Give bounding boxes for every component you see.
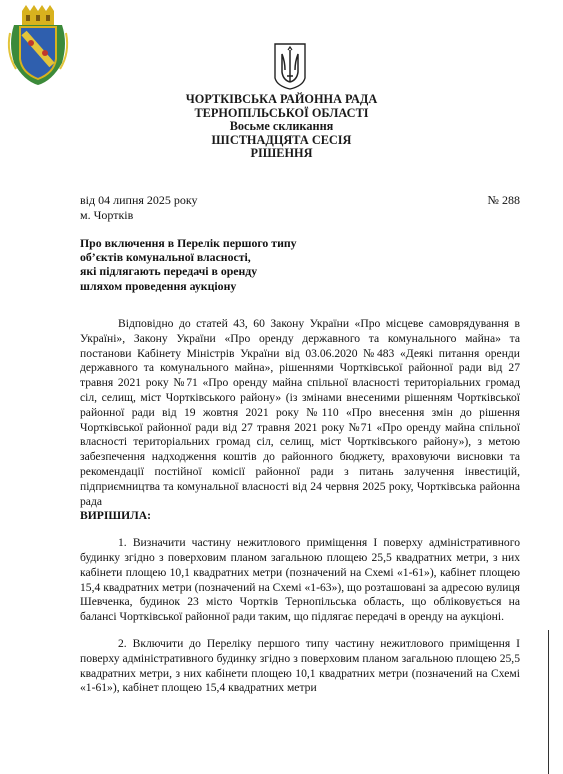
resolve-heading: ВИРІШИЛА: [80,509,151,523]
session-title: ШІСТНАДЦЯТА СЕСІЯ [211,132,352,147]
document-number: № 288 [487,193,520,207]
subject-line: шляхом проведення аукціону [80,278,237,293]
document-city: м. Чортків [80,208,134,222]
trident-emblem-icon [273,42,307,90]
coat-of-arms-icon [4,3,72,87]
document-date: від 04 липня 2025 року [80,193,198,207]
decision-title: РІШЕННЯ [250,146,313,161]
oblast-name: ТЕРНОПІЛЬСЬКОЇ ОБЛАСТІ [194,105,369,120]
convocation: Восьме скликання [229,119,334,134]
preamble-paragraph: Відповідно до статей 43, 60 Закону України «Про місцеве самоврядування в Україні», Закону України «Про оренду державного та комунального майна» та постанови Кабінету Міністрів України від 03.06.2020 №483 «Деякі питання оренди державного та комунального майна», рішеннями Чортківської районної ради від 27 травня 2021 року №71 «Про оренду майна спільної власності територіальних громад сіл, селищ, міст Чортківського району» (із змінами внесеними рішенням Чортківської районної ради від 19 жовтня 2021 року №110 «Про внесення змін до рішення Чортківської районної ради від 27 травня 2021 року №71 «Про оренду майна спільної власності територіальних громад сіл, селищ, міст Чортківського району»), з метою забезпечення надходження коштів до районного бюджету, враховуючи висновки та рекомендації постійної комісії районної ради з питань залучення інвестицій, підприємництва та комунальної власності від 24 червня 2025 року, Чортківська районна рада [80,317,520,508]
subject-line: Про включення в Перелік першого типу [80,236,297,250]
decision-subject [80,236,310,293]
council-header [0,93,563,161]
council-name: ЧОРТКІВСЬКА РАЙОННА РАДА [185,92,378,106]
subject-line: об’єктів комунальної власності, [80,250,251,265]
decision-body [80,317,520,696]
scan-edge-line [548,630,549,774]
subject-line: які підлягають передачі в оренду [80,264,258,279]
document-meta [80,193,520,223]
decision-item-2: 2. Включити до Переліку першого типу частину нежитлового приміщення І поверху адміністративного будинку згідно з поверховим планом загальною площею 25,5 квадратних метри, з них кабінети площею 10,1 квадратних метри (позначений на Схемі «1-61»), кабінет площею 15,4 квадратних метри [80,636,520,695]
decision-item-1: 1. Визначити частину нежитлового приміщення І поверху адміністративного будинку згідно з поверховим планом загальною площею 25,5 квадратних метри, з них кабінети площею 10,1 квадратних метри (позначений на Схемі «1-61»), кабінет площею 15,4 квадратних метри (позначений на Схемі «1-63»), що розташовані за адресою вулиця Шевченка, будинок 23 місто Чортків Тернопільська область, що обліковується на балансі Чортківської районної ради таким, що підлягає передачі в оренду на аукціоні. [80,536,520,624]
